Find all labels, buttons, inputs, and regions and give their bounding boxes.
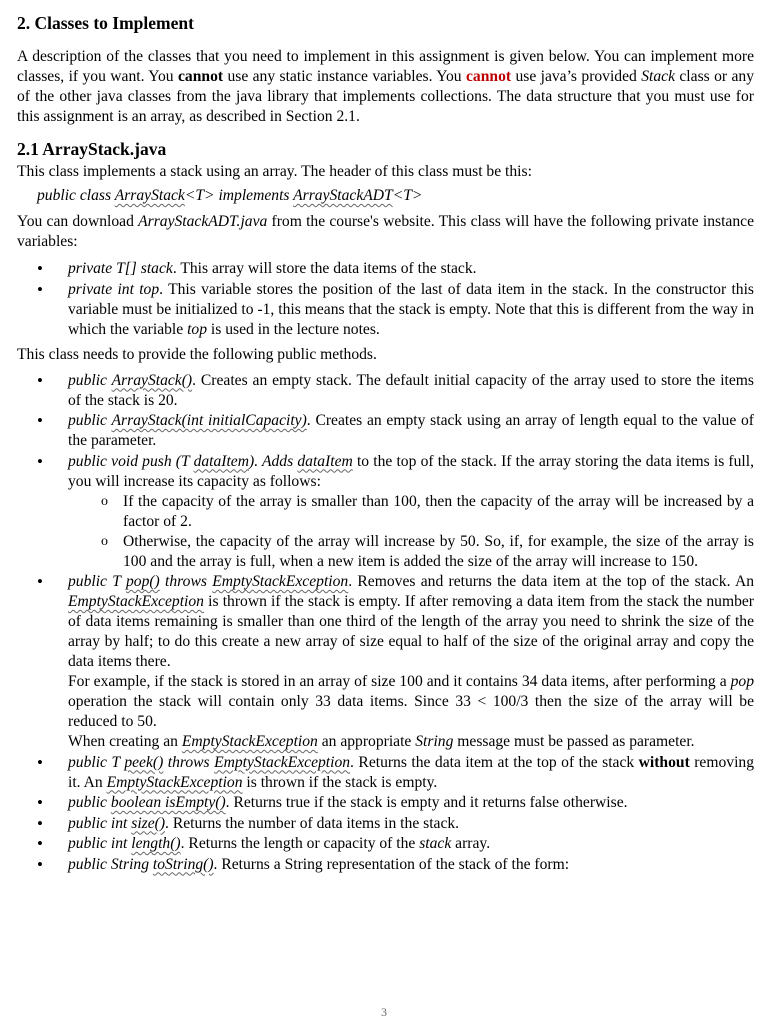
item-text: . Creates an empty stack using an array of length equal to the value of the parameter. — [68, 412, 755, 449]
code-text: public — [68, 371, 112, 389]
list-item — [17, 452, 754, 572]
code-text: EmptyStackException — [181, 733, 318, 750]
header-class-name: ArrayStack — [114, 187, 185, 204]
code-text: public String — [68, 855, 153, 873]
list-item — [17, 572, 754, 752]
header-text: <T> — [392, 187, 423, 204]
item-text: . Returns a String representation of the stack of the form: — [213, 855, 570, 873]
item-text: . This variable stores the position of the last of data item in the stack. In the constructor this variable must be initialized to -1, this means that the stack is empty. Note that this is different from the way in which the variable — [68, 280, 754, 338]
class-header — [17, 186, 754, 206]
item-text: . Returns the length or capacity of the — [180, 835, 420, 852]
code-text: pop — [730, 673, 754, 690]
code-text: private T[] stack — [68, 260, 173, 277]
without-emphasis: without — [638, 753, 690, 771]
code-text: EmptyStackException — [68, 593, 204, 610]
download-paragraph — [17, 212, 754, 252]
item-text: an appropriate — [317, 733, 416, 750]
code-text: public int — [68, 814, 132, 832]
code-text: public — [68, 412, 112, 429]
code-text: ArrayStack(int initialCapacity) — [111, 412, 307, 429]
item-text: . Returns the number of data items in the stack. — [165, 814, 460, 832]
intro-text: use any static instance variables. You — [223, 68, 466, 85]
code-text: throws — [163, 753, 215, 771]
intro-text: class or any of the other java classes from the java library that implements collections. The data structure that you must use for this assignment is an array, as described in Section 2.1. — [17, 68, 754, 125]
code-text: EmptyStackException — [214, 753, 351, 771]
item-text: removing it. An — [68, 753, 754, 791]
intro-text: A description of the classes that you need to implement in this assignment is given below. You can implement more classes, if you want. You — [17, 48, 754, 85]
sub-list-item: o If the capacity of the array is smaller than 100, then the capacity of the array will be increased by a factor of 2. — [68, 492, 754, 532]
code-text: public T — [68, 573, 126, 590]
code-text: pop() — [125, 573, 160, 590]
code-text: length() — [131, 835, 181, 852]
item-text: message must be passed as parameter. — [453, 733, 695, 750]
code-text: ). Adds — [249, 452, 298, 470]
list-item — [17, 259, 754, 279]
intro-paragraph — [17, 47, 754, 127]
header-text: <T> implements — [184, 187, 294, 204]
code-text: peek() — [124, 753, 164, 771]
list-item — [17, 753, 754, 793]
header-interface-name: ArrayStackADT — [293, 187, 393, 204]
list-item — [17, 814, 754, 834]
list-item — [17, 371, 754, 411]
code-text: dataItem — [193, 452, 249, 470]
code-text: EmptyStackException — [106, 773, 243, 791]
code-text: ArrayStack() — [111, 371, 193, 389]
list-item — [17, 793, 754, 813]
code-text: public T — [68, 753, 125, 771]
item-text: . Returns the data item at the top of the stack — [350, 753, 639, 771]
code-text: EmptyStackException — [212, 573, 349, 590]
code-text: public — [68, 794, 111, 811]
methods-intro: This class needs to provide the following public methods. — [17, 345, 377, 363]
subsection-title: 2.1 ArrayStack.java — [17, 139, 167, 159]
item-text: . Removes and returns the data item at the top of the stack. An — [348, 573, 754, 590]
instance-variable-list — [17, 259, 754, 340]
item-text: array. — [451, 835, 491, 852]
item-text: to the top of the stack. If the array storing the data items is full, you will increase its capacity as follows: — [68, 452, 754, 490]
item-text: When creating an — [68, 733, 182, 750]
code-text: size() — [131, 814, 166, 832]
code-text: public int — [68, 835, 132, 852]
code-text: public void push (T — [68, 452, 194, 470]
item-text: is thrown if the stack is empty. If after removing a data item from the stack the number of data items remaining is smaller than one third of the length of the array you need to shrink the size of the array by half; to do this create a new array of size equal to half of the size of the original array and copy the data items there. — [68, 593, 754, 670]
adt-filename: ArrayStackADT.java — [138, 213, 268, 230]
code-text: toString() — [152, 855, 214, 873]
item-text: operation the stack will contain only 33 data items. Since 33 < 100/3 then the size of the array will be reduced to 50. — [68, 693, 754, 730]
list-item — [17, 411, 754, 451]
item-text: For example, if the stack is stored in an array of size 100 and it contains 34 data items, after performing a — [68, 673, 731, 690]
list-item — [17, 855, 754, 875]
list-item — [17, 834, 754, 854]
item-text: . This array will store the data items of the stack. — [172, 260, 477, 277]
intro-text: use java’s provided — [511, 68, 642, 85]
code-text: boolean isEmpty() — [110, 794, 226, 811]
stack-class-name: Stack — [641, 68, 675, 85]
list-item — [17, 280, 754, 340]
download-text: You can download — [17, 213, 139, 230]
item-text: . Returns true if the stack is empty and it returns false otherwise. — [225, 794, 628, 811]
method-list — [17, 371, 754, 875]
class-description: This class implements a stack using an array. The header of this class must be this: — [17, 163, 532, 180]
page-number: 3 — [381, 1005, 387, 1019]
section-title: 2. Classes to Implement — [17, 13, 194, 33]
item-text: . Creates an empty stack. The default initial capacity of the array used to store the items of the stack is 20. — [68, 371, 755, 409]
sub-list-item: o Otherwise, the capacity of the array will increase by 50. So, if, for example, the size of the array is 100 and the array is full, when a new item is added the size of the array will increase to 150. — [68, 532, 754, 572]
cannot-red-emphasis: cannot — [466, 68, 512, 85]
item-text: is thrown if the stack is empty. — [242, 773, 438, 791]
header-text: public class — [37, 187, 115, 204]
code-text: private int top — [68, 280, 160, 298]
code-text: top — [187, 320, 208, 338]
code-text: throws — [159, 573, 213, 590]
code-text: dataItem — [297, 452, 353, 470]
code-text: stack — [419, 835, 452, 852]
download-text: from the course's website. This class will have the following private instance variables: — [17, 213, 754, 250]
sub-list — [17, 492, 754, 572]
item-text: is used in the lecture notes. — [207, 320, 380, 338]
cannot-emphasis: cannot — [178, 68, 224, 85]
code-text: String — [415, 733, 454, 750]
